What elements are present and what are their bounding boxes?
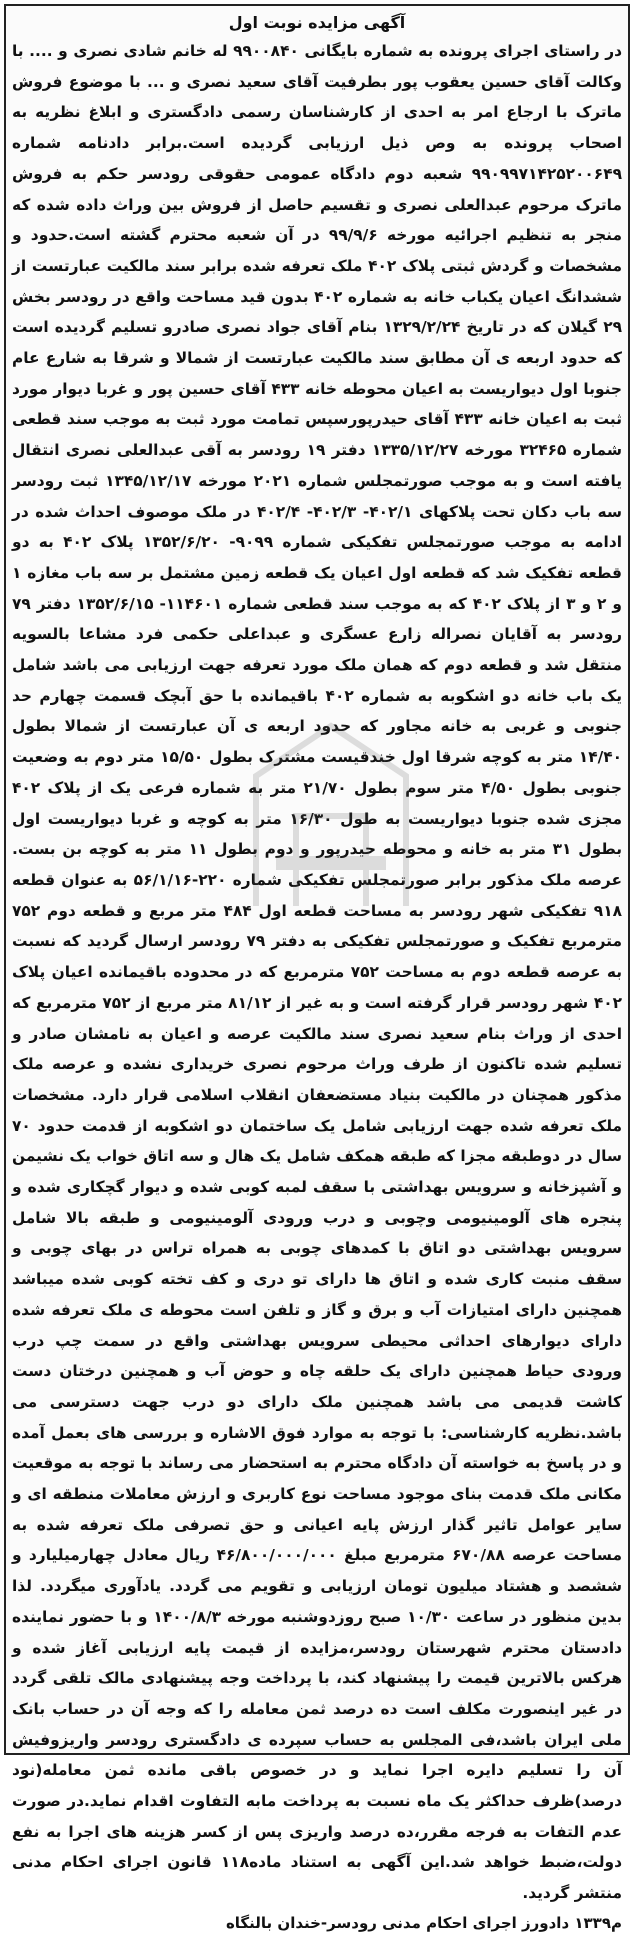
auction-notice: [4, 4, 630, 1932]
notice-title: آگهی مزایده نوبت اول: [228, 13, 406, 32]
notice-footer: م۱۳۳۹ دادورز اجرای احکام مدنی رودسر-خندان بالنگاه: [225, 1913, 622, 1932]
notice-body: در راستای اجرای پرونده به شماره بایگانی ۹۹۰۰۸۴۰ له خانم شادی نصری و .... با وکالت آقای حسین یعقوب پور بطرفیت آقای سعید نصری و ... با موضوع فروش ماترک با ارجاع امر به احدی از کارشناسان رسمی دادگستری و ابلاغ نظریه به اصحاب پرونده به وص ذیل ارزیابی گردیده است.برابر دادنامه شماره ۹۹۰۹۹۷۱۴۲۵۲۰۰۶۴۹ شعبه دوم دادگاه عمومی حقوقی رودسر حکم به فروش ماترک مرحوم عبدالعلی نصری و تقسیم حاصل از فروش بین وراث داده شده که منجر به تنظیم اجرائیه مورخه ۹۹/۹/۶ در آن شعبه محترم گشته است.حدود و مشخصات و گردش ثبتی پلاک ۴۰۲ ملک تعرفه شده برابر سند مالکیت عبارتست از ششدانگ اعیان یکباب خانه به شماره ۴۰۲ بدون قید مساحت واقع در رودسر بخش ۲۹ گیلان که در تاریخ ۱۳۲۹/۲/۲۴ بنام آقای جواد نصری صادرو تسلیم گردیده است که حدود اربعه ی آن مطابق سند مالکیت عبارتست از شمالا و شرقا به شارع عام جنوبا اول دیواریست به اعیان محوطه خانه ۴۳۳ آقای حسین پور و غربا دیوار مورد ثبت به اعیان خانه ۴۳۳ آقای حیدرپورسپس تمامت مورد ثبت به موجب سند قطعی شماره ۳۲۴۶۵ مورخه ۱۳۳۵/۱۲/۲۷ دفتر ۱۹ رودسر به آقی عبدالعلی نصری انتقال یافته است و به موجب صورتمجلس شماره ۲۰۲۱ مورخه ۱۳۴۵/۱۲/۱۷ ثبت رودسر سه باب دکان تحت پلاکهای ۴۰۲/۱- ۴۰۲/۳- ۴۰۲/۴ در ملک موصوف احداث شده در ادامه به موجب صورتمجلس تفکیکی شماره ۹۰۹۹- ۱۳۵۲/۶/۲۰ پلاک ۴۰۲ به دو قطعه تفکیک شد که قطعه اول اعیان یک قطعه زمین مشتمل بر سه باب مغازه ۱ و ۲ و ۳ از پلاک ۴۰۲ که به موجب سند قطعی شماره ۱۱۴۶۰۱- ۱۳۵۲/۶/۱۵ دفتر ۷۹ رودسر به آقایان نصراله زارع عسگری و عبداعلی حکمی فرد مشاعا بالسویه منتقل شد و قطعه دوم که همان ملک مورد تعرفه جهت ارزیابی می باشد شامل یک باب خانه دو اشکوبه به شماره ۴۰۲ باقیمانده با حق آبچک قسمت چهارم حد جنوبی و غربی به خانه مجاور که حدود اربعه ی آن عبارتست از شمالا بطول ۱۴/۴۰ متر به کوچه شرقا اول خندقیست مشترک بطول ۱۵/۵۰ متر دوم به وضعیت جنوبی بطول ۴/۵۰ متر سوم بطول ۲۱/۷۰ متر به شماره فرعی یک از پلاک ۴۰۲ مجزی شده جنوبا دیواریست به طول ۱۶/۳۰ متر به کوچه و غربا دیواریست اول بطول ۳۱ متر به خانه و محوطه حیدرپور و دوم بطول ۱۱ متر به کوچه بن بست. عرصه ملک مذکور برابر صورتمجلس تفکیکی شماره ۲۲۰-۵۶/۱/۱۶ به عنوان قطعه ۹۱۸ تفکیکی شهر رودسر به مساحت قطعه اول ۴۸۴ متر مربع و قطعه دوم ۷۵۲ مترمربع تفکیک و صورتمجلس تفکیکی به دفتر ۷۹ رودسر ارسال گردید که نسبت به عرصه قطعه دوم به مساحت ۷۵۲ مترمربع که در محدوده باقیمانده اعیان پلاک ۴۰۲ شهر رودسر قرار گرفته است و به غیر از ۸۱/۱۲ متر مربع از ۷۵۲ مترمربع که احدی از وراث بنام سعید نصری سند مالکیت عرصه و اعیان به نامشان صادر و تسلیم شده تاکنون از طرف وراث مرحوم نصری خریداری نشده و عرصه ملک مذکور همچنان در مالکیت بنیاد مستضعفان انقلاب اسلامی قرار دارد. مشخصات ملک تعرفه شده جهت ارزیابی شامل یک ساختمان دو اشکوبه از قدمت حدود ۷۰ سال در دوطبقه مجزا که طبقه همکف شامل یک هال و سه اتاق خواب یک نشیمن و آشپزخانه و سرویس بهداشتی با سقف لمبه کوبی شده و دیوار گچکاری شده و پنجره های آلومینیومی وچوبی و درب ورودی آلومینیومی و طبقه بالا شامل سرویس بهداشتی دو اتاق با کمدهای چوبی به همراه تراس در بهای چوبی و سقف منبت کاری شده و اتاق ها دارای تو دری و کف تخته کوبی شده میباشد همچنین دارای امتیازات آب و برق و گاز و تلفن است محوطه ی ملک تعرفه شده دارای دیوارهای احداثی محیطی سرویس بهداشتی واقع در سمت چپ درب ورودی حیاط همچنین دارای یک حلقه چاه و حوض آب و همچنین درختان دست کاشت قدیمی می باشد همچنین ملک دارای دو درب جهت دسترسی می باشد.نظریه کارشناسی: با توجه به موارد فوق الاشاره و بررسی های بعمل آمده و در پاسخ به خواسته آن دادگاه محترم به استحضار می رساند با توجه به موقعیت مکانی ملک قدمت بنای موجود مساحت نوع کاربری و ارزش معاملات منطقه ای و سایر عوامل تاثیر گذار ارزش پایه اعیانی و حق تصرفی ملک تعرفه شده به مساحت عرصه ۶۷۰/۸۸ مترمربع مبلغ ۴۶/۸۰۰/۰۰۰/۰۰۰ ریال معادل چهارمیلیارد و ششصد و هشتاد میلیون تومان ارزیابی و تقویم می گردد. یادآوری میگردد. لذا بدین منظور در ساعت ۱۰/۳۰ صبح روزدوشنبه مورخه ۱۴۰۰/۸/۳ و با حضور نماینده دادستان محترم شهرستان رودسر،مزایده از قیمت پایه ارزیابی آغاز شده و هرکس بالاترین قیمت را پیشنهاد کند، با پرداخت وجه پیشنهادی مالک تلقی گردد در غیر اینصورت مکلف است ده درصد ثمن معامله را که وجه آن در حساب بانک ملی ایران باشد،فی المجلس به حساب سپرده ی دادگستری رودسر واریزوفیش آن را تسلیم دایره اجرا نماید و در خصوص باقی مانده ثمن معامله(نود درصد)ظرف حداکثر یک ماه نسبت به پرداخت مابه التفاوت اقدام نماید.در صورت عدم التفات به فرجه مقرر،ده درصد واریزی پس از کسر هزینه های اجرا به نفع دولت،ضبط خواهد شد.این آگهی به استناد ماده۱۱۸ قانون اجرای احکام مدنی منتشر گردید.: [12, 42, 623, 1903]
